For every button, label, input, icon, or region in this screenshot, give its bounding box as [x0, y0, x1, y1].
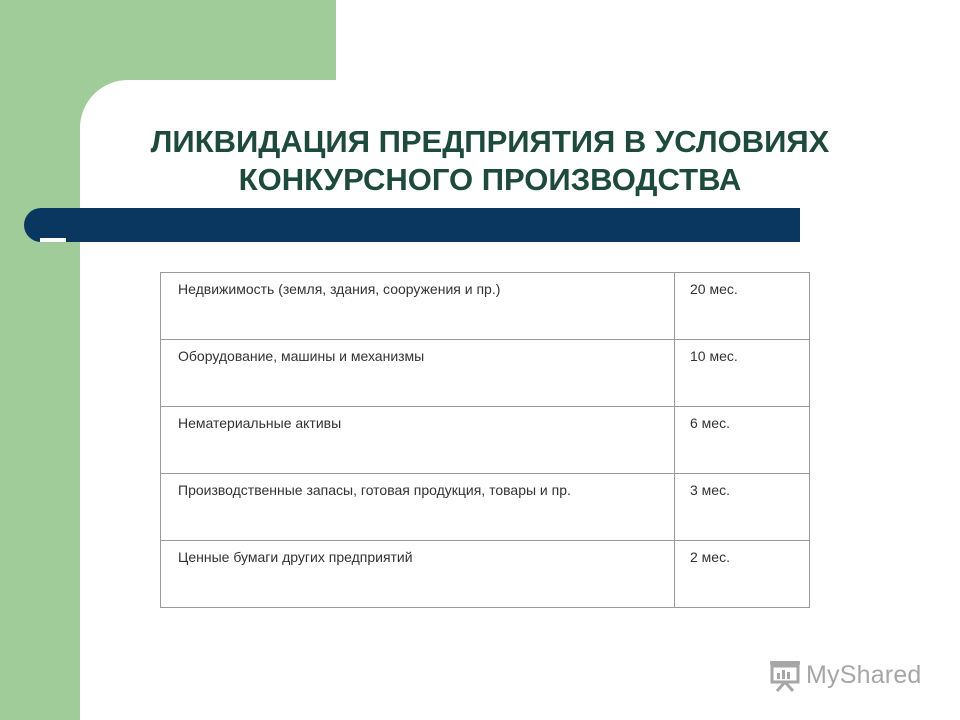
table-row	[161, 474, 810, 541]
asset-cell: Производственные запасы, готовая продукция, товары и пр.	[161, 474, 675, 541]
slide-title	[120, 123, 860, 199]
table-row	[161, 273, 810, 340]
myshared-watermark[interactable]	[768, 656, 922, 694]
asset-liquidation-table	[160, 272, 810, 608]
asset-cell: Ценные бумаги других предприятий	[161, 541, 675, 608]
term-cell: 3 мес.	[675, 474, 810, 541]
asset-cell: Недвижимость (земля, здания, сооружения и пр.)	[161, 273, 675, 340]
table-row	[161, 541, 810, 608]
slide-title-line-1: ЛИКВИДАЦИЯ ПРЕДПРИЯТИЯ В УСЛОВИЯХ	[150, 124, 830, 159]
term-cell: 6 мес.	[675, 407, 810, 474]
asset-cell: Оборудование, машины и механизмы	[161, 340, 675, 407]
watermark-text: MyShared	[806, 660, 922, 689]
slide-title-line-2: КОНКУРСНОГО ПРОИЗВОДСТВА	[238, 162, 742, 197]
presentation-board-icon	[768, 658, 802, 692]
term-cell: 2 мес.	[675, 541, 810, 608]
title-underline-bar	[24, 208, 800, 242]
term-cell: 20 мес.	[675, 273, 810, 340]
table-row	[161, 340, 810, 407]
term-cell: 10 мес.	[675, 340, 810, 407]
table-row	[161, 407, 810, 474]
asset-cell: Нематериальные активы	[161, 407, 675, 474]
title-bar-notch	[40, 238, 66, 242]
